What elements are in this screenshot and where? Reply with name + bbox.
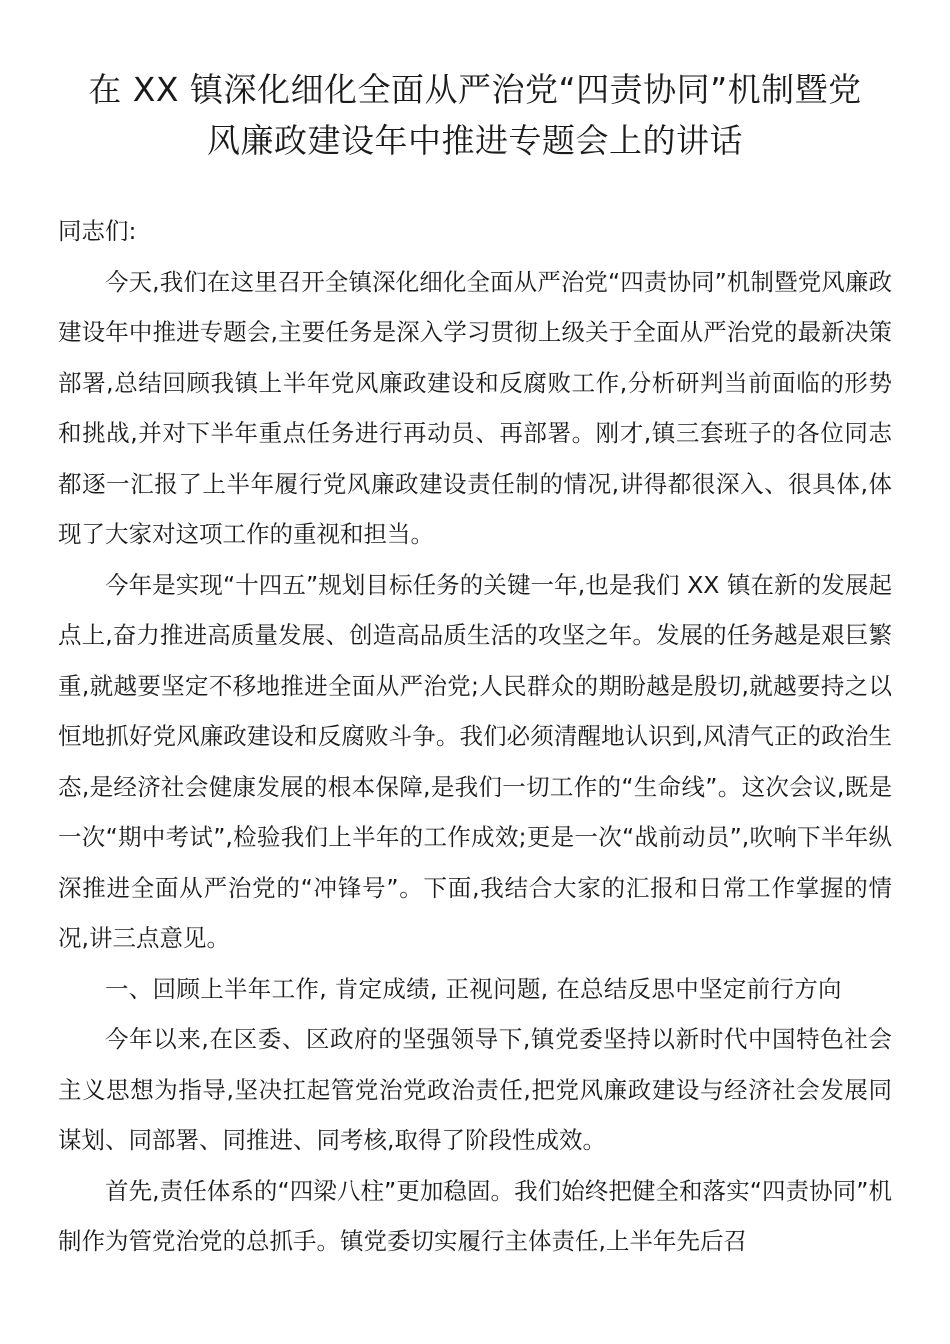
paragraph-review: 今年以来,在区委、区政府的坚强领导下,镇党委坚持以新时代中国特色社会主义思想为指导,坚决扛起管党治党政治责任,把党风廉政建设与经济社会发展同谋划、同部署、同推进、同考核,取得了阶段性成效。 (58, 1025, 892, 1154)
paragraph-opening: 今天,我们在这里召开全镇深化细化全面从严治党“四责协同”机制暨党风廉政建设年中推进专题会,主要任务是深入学习贯彻上级关于全面从严治党的最新决策部署,总结回顾我镇上半年党风廉政建设和反腐败工作,分析研判当前面临的形势和挑战,并对下半年重点任务进行再动员、再部署。刚才,镇三套班子的各位同志都逐一汇报了上半年履行党风廉政建设责任制的情况,讲得都很深入、很具体,体现了大家对这项工作的重视和担当。 (58, 267, 892, 548)
paragraph-context: 今年是实现“十四五”规划目标任务的关键一年,也是我们 XX 镇在新的发展起点上,奋力推进高质量发展、创造高品质生活的攻坚之年。发展的任务越是艰巨繁重,就越要坚定不移地推进全面从严治党;人民群众的期盼越是殷切,就越要持之以恒地抓好党风廉政建设和反腐败斗争。我们必须清醒地认识到,风清气正的政治生态,是经济社会健康发展的根本保障,是我们一切工作的“生命线”。这次会议,既是一次“期中考试”,检验我们上半年的工作成效;更是一次“战前动员”,吹响下半年纵深推进全面从严治党的“冲锋号”。下面,我结合大家的汇报和日常工作掌握的情况,讲三点意见。 (58, 570, 892, 952)
title-line-2: 风廉政建设年中推进专题会上的讲话 (207, 121, 743, 160)
paragraph-responsibility: 首先,责任体系的“四梁八柱”更加稳固。我们始终把健全和落实“四责协同”机制作为管党治党的总抓手。镇党委切实履行主体责任,上半年先后召 (58, 1176, 892, 1255)
title-line-1: 在 XX 镇深化细化全面从严治党“四责协同”机制暨党 (88, 70, 862, 109)
salutation: 同志们: (58, 217, 137, 245)
section-heading-1: 一、回顾上半年工作, 肯定成绩, 正视问题, 在总结反思中坚定前行方向 (105, 974, 842, 1003)
document-title (58, 64, 892, 166)
speech-body (58, 206, 892, 1267)
